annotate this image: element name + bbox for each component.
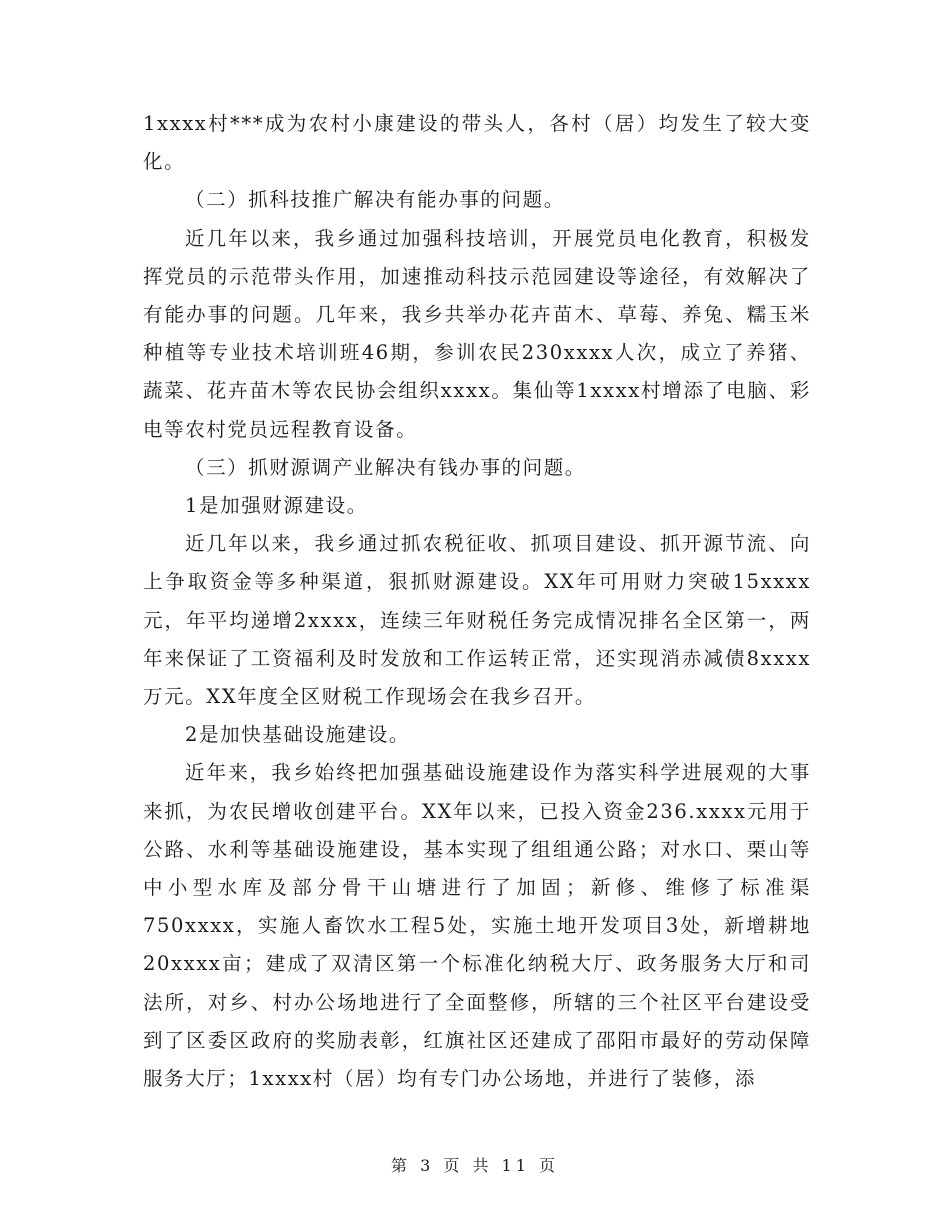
section-heading: （二）抓科技推广解决有能办事的问题。: [185, 188, 565, 212]
paragraph: 1xxxx村***成为农村小康建设的带头人，各村（居）均发生了较大变化。: [143, 112, 811, 174]
document-body: [143, 105, 811, 1098]
paragraph: 近几年以来，我乡通过抓农税征收、抓项目建设、抓开源节流、向上争取资金等多种渠道，狠抓财源建设。XX年可用财力突破15xxxx元，年平均递增2xxxx，连续三年财税任务完成情况排名全区第一，两年来保证了工资福利及时发放和工作运转正常，还实现消赤减债8xxxx万元。XX年度全区财税工作现场会在我乡召开。: [143, 532, 811, 709]
paragraph: 近几年以来，我乡通过加强科技培训，开展党员电化教育，积极发挥党员的示范带头作用，加速推动科技示范园建设等途径，有效解决了有能办事的问题。几年来，我乡共举办花卉苗木、草莓、养兔、糯玉米种植等专业技术培训班46期，参训农民230xxxx人次，成立了养猪、蔬菜、花卉苗木等农民协会组织xxxx。集仙等1xxxx村增添了电脑、彩电等农村党员远程教育设备。: [143, 226, 811, 441]
page-number-footer: 第 3 页 共 11 页: [391, 1156, 559, 1175]
paragraph: 近年来，我乡始终把加强基础设施建设作为落实科学进展观的大事来抓，为农民增收创建平台。XX年以来，已投入资金236.xxxx元用于公路、水利等基础设施建设，基本实现了组组通公路；对水口、栗山等中小型水库及部分骨干山塘进行了加固；新修、维修了标准渠750xxxx，实施人畜饮水工程5处，实施土地开发项目3处，新增耕地20xxxx亩；建成了双清区第一个标准化纳税大厅、政务服务大厅和司法所，对乡、村办公场地进行了全面整修，所辖的三个社区平台建设受到了区委区政府的奖励表彰，红旗社区还建成了邵阳市最好的劳动保障服务大厅；1xxxx村（居）均有专门办公场地，并进行了装修，添: [143, 761, 811, 1091]
subsection-heading: 2是加快基础设施建设。: [185, 723, 411, 747]
subsection-heading: 1是加强财源建设。: [185, 494, 368, 518]
section-heading: （三）抓财源调产业解决有钱办事的问题。: [185, 455, 586, 479]
